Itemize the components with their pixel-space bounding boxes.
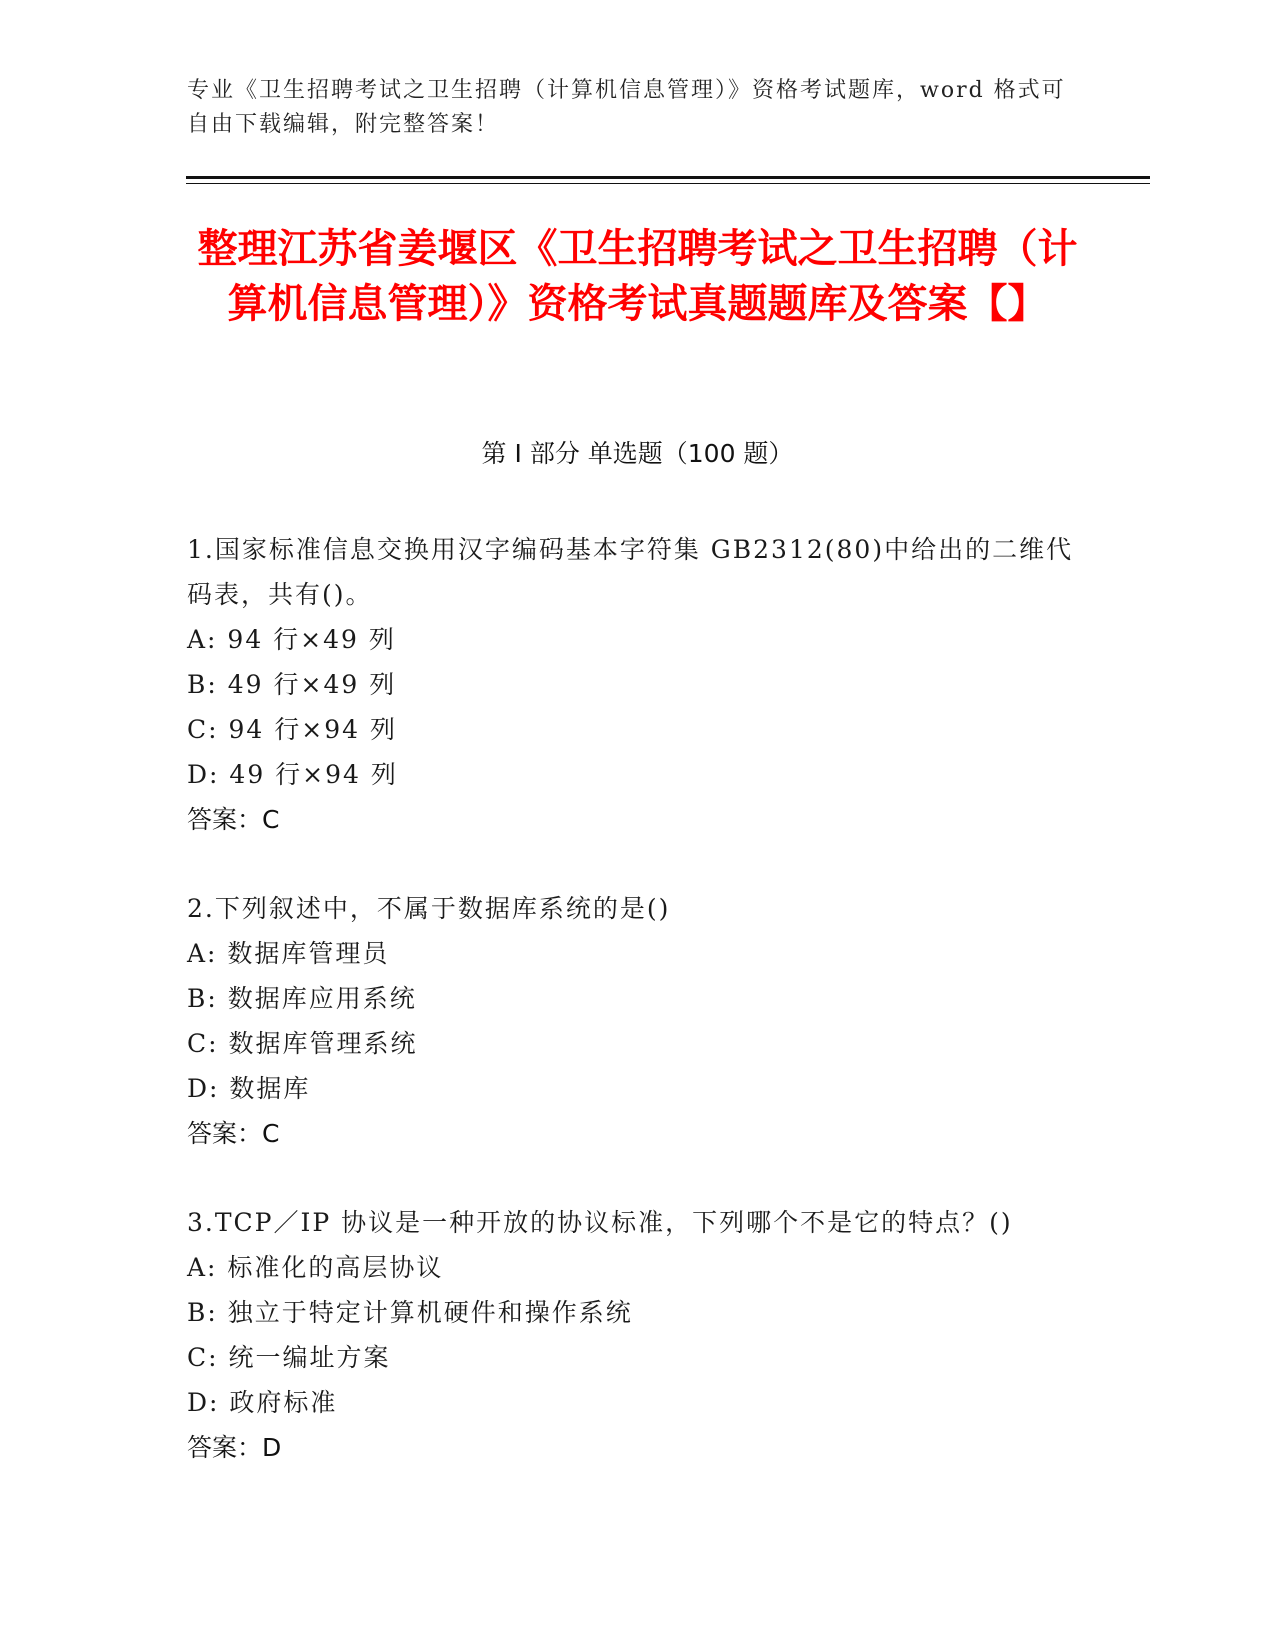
document-title: 整理江苏省姜堰区《卫生招聘考试之卫生招聘（计算机信息管理）》资格考试真题题库及答案【】 — [197, 226, 1078, 327]
option-a: A: 数据库管理员 — [187, 939, 390, 968]
question-stem: 2.下列叙述中，不属于数据库系统的是() — [187, 894, 671, 923]
question-2 — [187, 886, 1087, 1156]
question-stem: 3.TCP／IP 协议是一种开放的协议标准，下列哪个不是它的特点？() — [187, 1208, 1013, 1237]
option-c: C: 数据库管理系统 — [187, 1029, 418, 1058]
answer-label: 答案：C — [187, 805, 280, 834]
option-c: C: 统一编址方案 — [187, 1343, 391, 1372]
answer-label: 答案：D — [187, 1433, 282, 1462]
section-title: 第 I 部分 单选题（100 题） — [481, 439, 794, 468]
answer-label: 答案：C — [187, 1119, 280, 1148]
question-3 — [187, 1200, 1087, 1470]
header-rule-thin — [186, 183, 1150, 184]
option-a: A: 94 行×49 列 — [187, 625, 396, 654]
option-c: C: 94 行×94 列 — [187, 715, 397, 744]
question-1 — [187, 527, 1087, 842]
option-d: D: 政府标准 — [187, 1388, 338, 1417]
option-b: B: 独立于特定计算机硬件和操作系统 — [187, 1298, 633, 1327]
option-b: B: 数据库应用系统 — [187, 984, 417, 1013]
header-note: 专业《卫生招聘考试之卫生招聘（计算机信息管理）》资格考试题库，word 格式可自由下载编辑，附完整答案！ — [187, 78, 1066, 137]
header-rule-thick — [186, 176, 1150, 179]
option-b: B: 49 行×49 列 — [187, 670, 397, 699]
option-d: D: 数据库 — [187, 1074, 311, 1103]
option-d: D: 49 行×94 列 — [187, 760, 398, 789]
question-stem: 1.国家标准信息交换用汉字编码基本字符集 GB2312(80)中给出的二维代码表，共有()。 — [187, 535, 1074, 609]
question-list — [187, 527, 1087, 1514]
option-a: A: 标准化的高层协议 — [187, 1253, 444, 1282]
